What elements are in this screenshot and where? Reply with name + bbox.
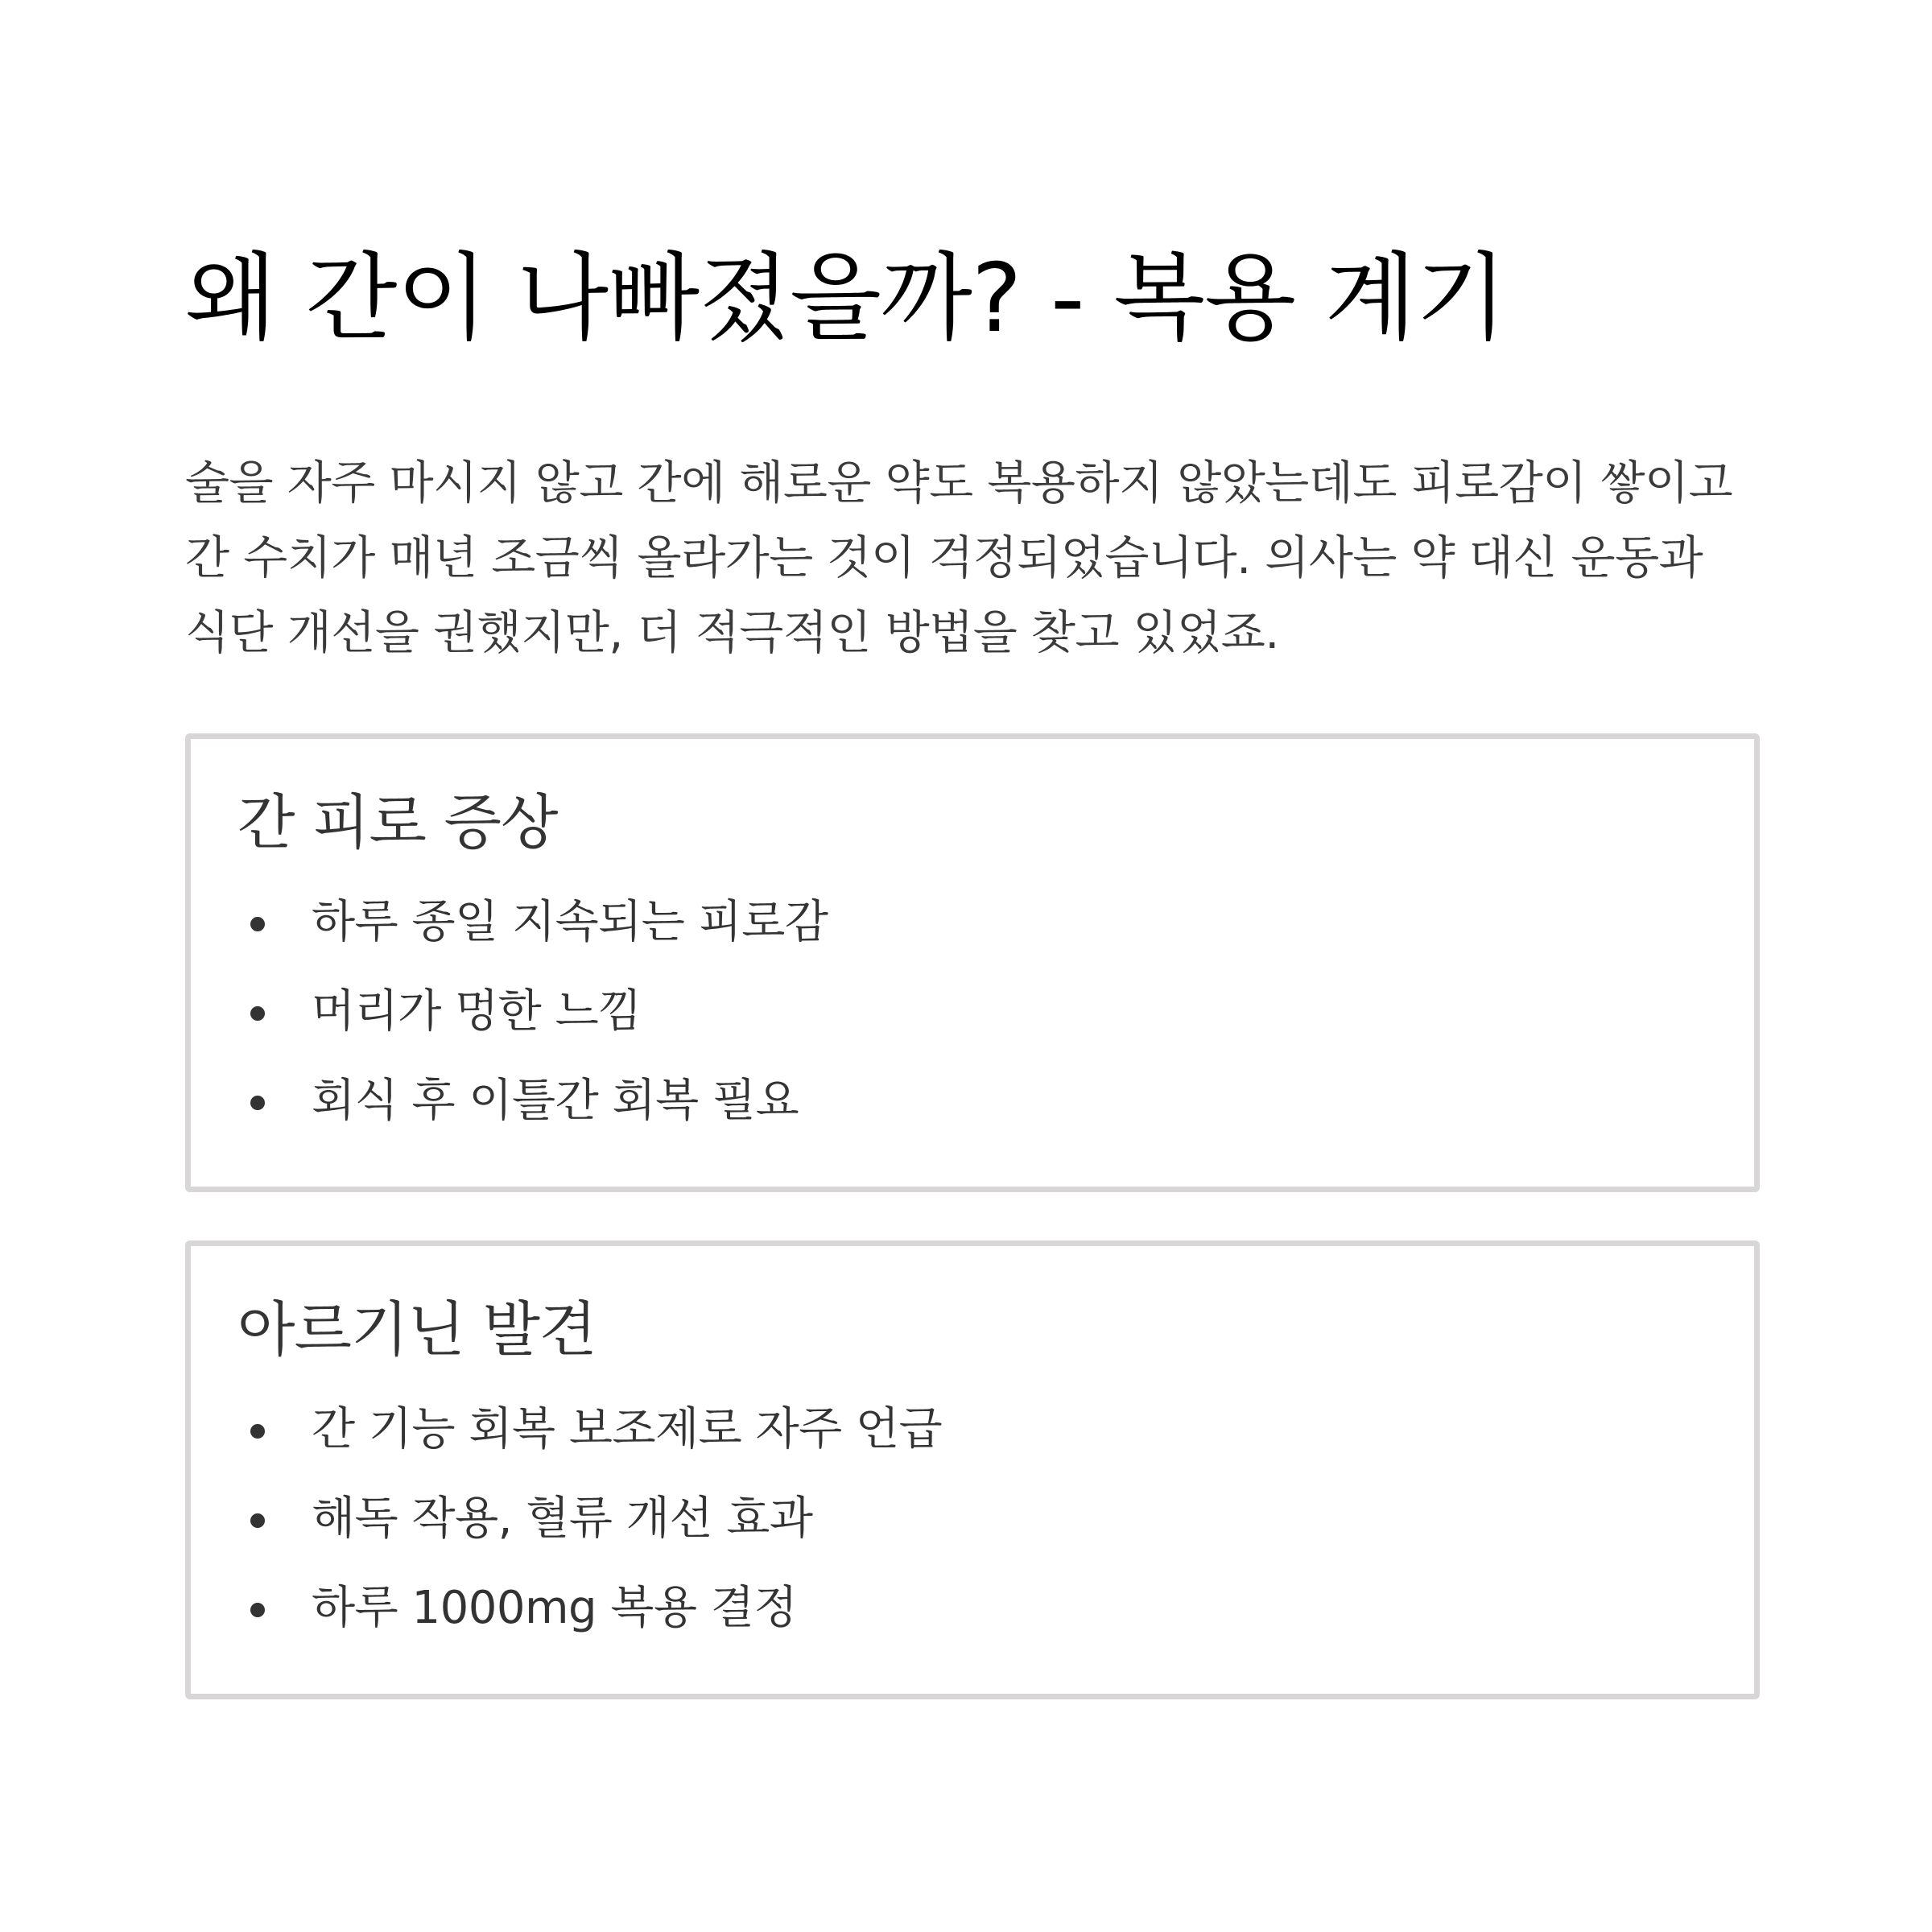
- list-item-text: 머리가 멍한 느낌: [312, 985, 642, 1038]
- list-item-text: 하루 종일 지속되는 피로감: [312, 896, 828, 949]
- bullet-icon: [250, 1424, 265, 1439]
- list-item: [237, 967, 1707, 1056]
- intro-paragraph: 술을 자주 마시지 않고 간에 해로운 약도 복용하지 않았는데도 피로감이 쌓이고 간 수치가 매년 조금씩 올라가는 것이 걱정되었습니다. 의사는 약 대신 운동과 식단 개선을 권했지만, 더 적극적인 방법을 찾고 있었죠.: [185, 456, 1733, 659]
- page-title: 왜 간이 나빠졌을까? - 복용 계기: [185, 242, 1507, 353]
- list-item: [237, 1385, 1707, 1474]
- list-item: [237, 1474, 1707, 1563]
- list-item-text: 해독 작용, 혈류 개선 효과: [312, 1492, 813, 1546]
- article: [185, 242, 1760, 1699]
- bullet-icon: [250, 1603, 265, 1617]
- bullet-icon: [250, 1096, 265, 1110]
- list-item-text: 하루 1000mg 복용 결정: [312, 1582, 798, 1635]
- list-item-text: 간 기능 회복 보조제로 자주 언급: [312, 1403, 943, 1456]
- bullet-icon: [250, 1006, 265, 1021]
- list-item: [237, 1056, 1707, 1146]
- bullet-icon: [250, 1513, 265, 1528]
- arginine-list: [237, 1385, 1707, 1653]
- list-item: [237, 877, 1707, 967]
- bullet-icon: [250, 917, 265, 931]
- symptoms-list: [237, 877, 1707, 1146]
- arginine-card: [185, 1241, 1760, 1699]
- symptoms-card: [185, 733, 1760, 1192]
- card-heading: 아르기닌 발견: [237, 1294, 597, 1364]
- list-item: [237, 1563, 1707, 1653]
- card-heading: 간 피로 증상: [237, 787, 558, 857]
- list-item-text: 회식 후 이틀간 회복 필요: [312, 1075, 799, 1128]
